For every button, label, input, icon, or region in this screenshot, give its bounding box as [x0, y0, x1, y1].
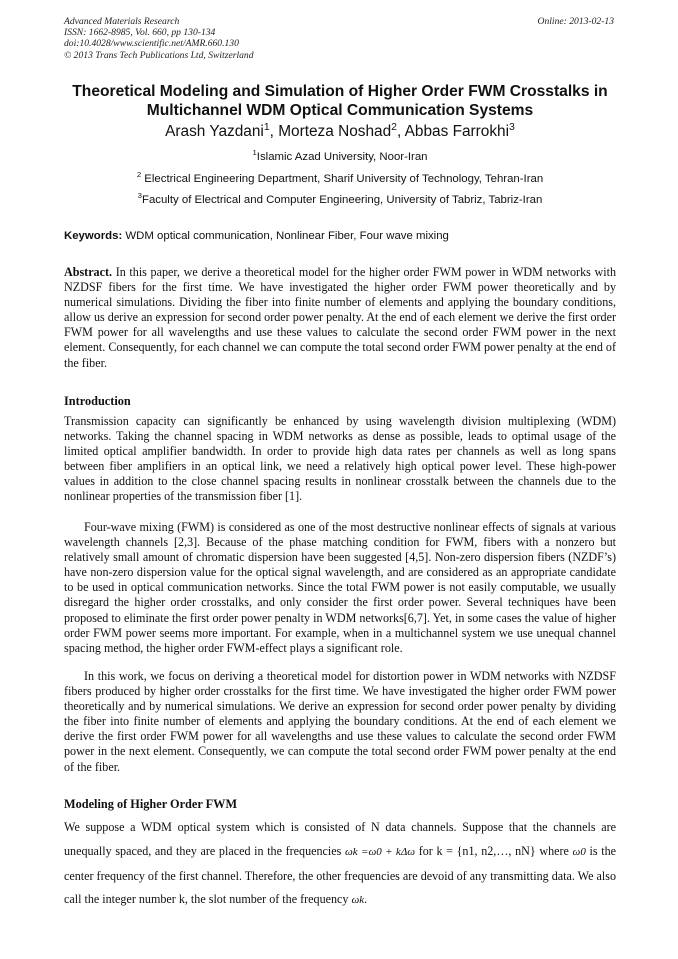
affil-mark: 1: [252, 148, 257, 158]
affil-text: Faculty of Electrical and Computer Engineering, University of Tabriz, Tabriz-Iran: [141, 194, 543, 206]
modeling-text: .: [364, 892, 368, 907]
center-frequency-symbol: ω0: [572, 845, 586, 858]
author-affil-mark: 1: [263, 121, 270, 133]
modeling-text: We suppose a WDM optical system which is consisted of N data channels. Suppose that the channels are unequally spaced, and they are placed in the frequencies: [64, 820, 616, 858]
title-line-1: Theoretical Modeling and Simulation of Higher Order FWM Crosstalks in: [72, 83, 608, 100]
keywords-label: Keywords:: [64, 230, 123, 242]
keywords: [64, 229, 616, 243]
modeling-paragraph-1: [64, 816, 616, 913]
title-line-2: Multichannel WDM Optical Communication Systems: [146, 102, 534, 119]
author-name: Abbas Farrokhi: [404, 123, 510, 140]
journal-header: [64, 16, 616, 61]
affil-mark: 3: [137, 191, 142, 201]
author-affil-mark: 2: [391, 121, 397, 133]
keywords-text: WDM optical communication, Nonlinear Fiber, Four wave mixing: [125, 230, 449, 242]
author-affil-mark: 3: [509, 121, 515, 133]
abstract-label: Abstract.: [64, 265, 113, 279]
affil-text: Electrical Engineering Department, Sharif University of Technology, Tehran-Iran: [144, 173, 544, 185]
abstract: [64, 265, 616, 371]
abstract-text: In this paper, we derive a theoretical model for the higher order FWM power in WDM networks with NZDSF fibers for the first time. We have investigated the higher order FWM power theoretically and by numerical simulations. Dividing the fiber into finite number of elements and applying the boundary conditions, allow us derive an expression for second order power penalty. At the end of each element we derive the first order FWM power for all wavelengths and use these values to calculate the second order FWM power in the next element. Consequently, for each channel we can compute the total second order FWM power penalty at the end of the fiber.: [64, 265, 616, 370]
journal-name: Advanced Materials Research: [64, 16, 180, 27]
section-heading-introduction: Introduction: [64, 394, 131, 408]
issn-line: ISSN: 1662-8985, Vol. 660, pp 130-134: [64, 27, 216, 39]
section-heading-modeling: Modeling of Higher Order FWM: [64, 797, 238, 811]
intro-paragraph-2: Four-wave mixing (FWM) is considered as one of the most destructive nonlinear effects of signals at various wavelength channels [2,3]. Because of the phase matching condition for FWM, fibers with a nonzero but relatively small amount of chromatic dispersion have been suggested [4,5]. Non-zero dispersion fibers (NZDF’s) have non-zero dispersion value for the optical signal wavelength, and are considered as an appropriate candidate to be used in optical communication networks. Since the total FWM power is not easily computable, we usually disregard the higher order crosstalks, and only consider the first order power. Several techniques have been proposed to eliminate the first order power penalty in WDM networks[6,7]. Yet, in some cases the value of higher order FWM power seems more important. For example, when in a multichannel system we use unequal channel spacing method, the higher order FWM-effect plays a significant role.: [64, 520, 616, 655]
slot-frequency-symbol: ωk: [351, 894, 365, 907]
intro-paragraph-1: Transmission capacity can significantly be enhanced by using wavelength division multiplexing (WDM) networks. Taking the channel spacing in WDM networks as dense as possible, leads to optimal usage of the limited optical amplifier bandwidth. In order to provide high data rates per channels as well as long spans between fiber amplifiers in an optical link, we need a relatively high optical power level. These high-power values in addition to the close channel spacing results in nonlinear crosstalk between the channels due to the nonlinear properties of the transmission fiber [1].: [64, 414, 616, 504]
affiliation-3: [50, 193, 630, 207]
author-name: Arash Yazdani: [165, 123, 264, 140]
doi-line: doi:10.4028/www.scientific.net/AMR.660.130: [64, 38, 239, 50]
affil-mark: 2: [136, 170, 142, 180]
affiliation-2: [50, 172, 630, 186]
author-name: Morteza Noshad: [278, 123, 392, 140]
author-list: Arash Yazdani$^1$, Morteza Noshad$^2$, Abbas Farrokhi$^3$: [165, 121, 515, 140]
copyright-line: © 2013 Trans Tech Publications Ltd, Switzerland: [64, 49, 254, 61]
affil-text: Islamic Azad University, Noor-Iran: [256, 151, 428, 163]
modeling-text: for k = {n1, n2,…, nN} where: [418, 843, 569, 858]
online-date: Online: 2013-02-13: [537, 16, 614, 27]
affiliation-1: [50, 150, 630, 164]
modeling-text: is the center frequency of the first channel. Therefore, the other frequencies are devoid of any transmitting data. We also call the integer number k, the slot number of the frequency: [64, 843, 616, 907]
frequency-equation: ωk =ω0 + kΔω: [345, 845, 416, 858]
paper-title: [50, 82, 630, 120]
intro-paragraph-3: In this work, we focus on deriving a theoretical model for distortion power in WDM networks with NZDSF fibers produced by higher order crosstalks for the first time. We have investigated the higher order FWM power theoretically and by numerical simulations. We derive an expression for second order power penalty by dividing the fiber into finite number of elements and applying the boundary conditions. At the end of each element we derive the first order FWM power for all wavelengths and use these values to calculate the second order FWM power in the next element. Consequently, we can compute the total second order FWM power penalty at the end of the fiber.: [64, 669, 616, 774]
